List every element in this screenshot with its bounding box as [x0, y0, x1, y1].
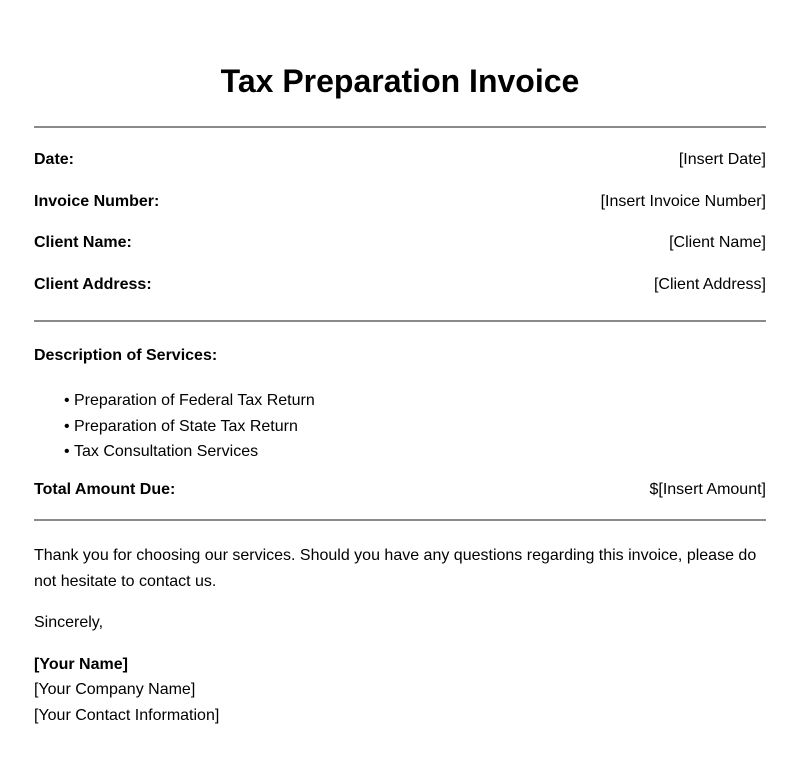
client-name-label: Client Name:: [34, 234, 132, 251]
field-row-client-address: [34, 275, 766, 317]
field-row-date: [34, 150, 766, 192]
service-item-text: Tax Consultation Services: [74, 443, 259, 460]
invoice-document: [34, 0, 766, 728]
thank-you-text: Thank you for choosing our services. Should you have any questions regarding this invoice, please do not hesitate to contact us.: [34, 546, 757, 590]
services-list: [34, 388, 766, 465]
client-name-value: [Client Name]: [669, 234, 766, 251]
bullet-marker: •: [64, 392, 70, 409]
field-row-client-name: [34, 233, 766, 275]
invoice-number-value: [Insert Invoice Number]: [600, 192, 766, 210]
bullet-marker: •: [64, 417, 70, 435]
divider-middle: [34, 320, 766, 322]
invoice-number-label: Invoice Number:: [34, 192, 160, 210]
date-value: [Insert Date]: [678, 151, 766, 168]
service-item: [64, 388, 766, 414]
total-row: [34, 480, 766, 500]
signature-name: [Your Name]: [34, 655, 128, 673]
service-item: [64, 439, 766, 465]
service-item: [64, 414, 766, 440]
services-heading: Description of Services:: [34, 347, 218, 364]
client-address-label: Client Address:: [34, 275, 152, 293]
date-label: Date:: [34, 151, 75, 168]
signature-contact: [Your Contact Information]: [34, 706, 220, 724]
service-item-text: Preparation of Federal Tax Return: [74, 392, 315, 409]
sincerely-text: Sincerely,: [34, 613, 104, 631]
field-row-invoice-number: [34, 192, 766, 234]
invoice-title: Tax Preparation Invoice: [220, 63, 580, 99]
total-value: $[Insert Amount]: [649, 480, 766, 498]
divider-top: [34, 126, 766, 128]
signature-company: [Your Company Name]: [34, 681, 196, 698]
service-item-text: Preparation of State Tax Return: [74, 417, 298, 435]
bullet-marker: •: [64, 443, 70, 460]
signature-block: [34, 652, 766, 729]
invoice-fields: [34, 150, 766, 316]
client-address-value: [Client Address]: [653, 275, 766, 293]
total-label: Total Amount Due:: [34, 480, 176, 498]
divider-bottom: [34, 519, 766, 521]
